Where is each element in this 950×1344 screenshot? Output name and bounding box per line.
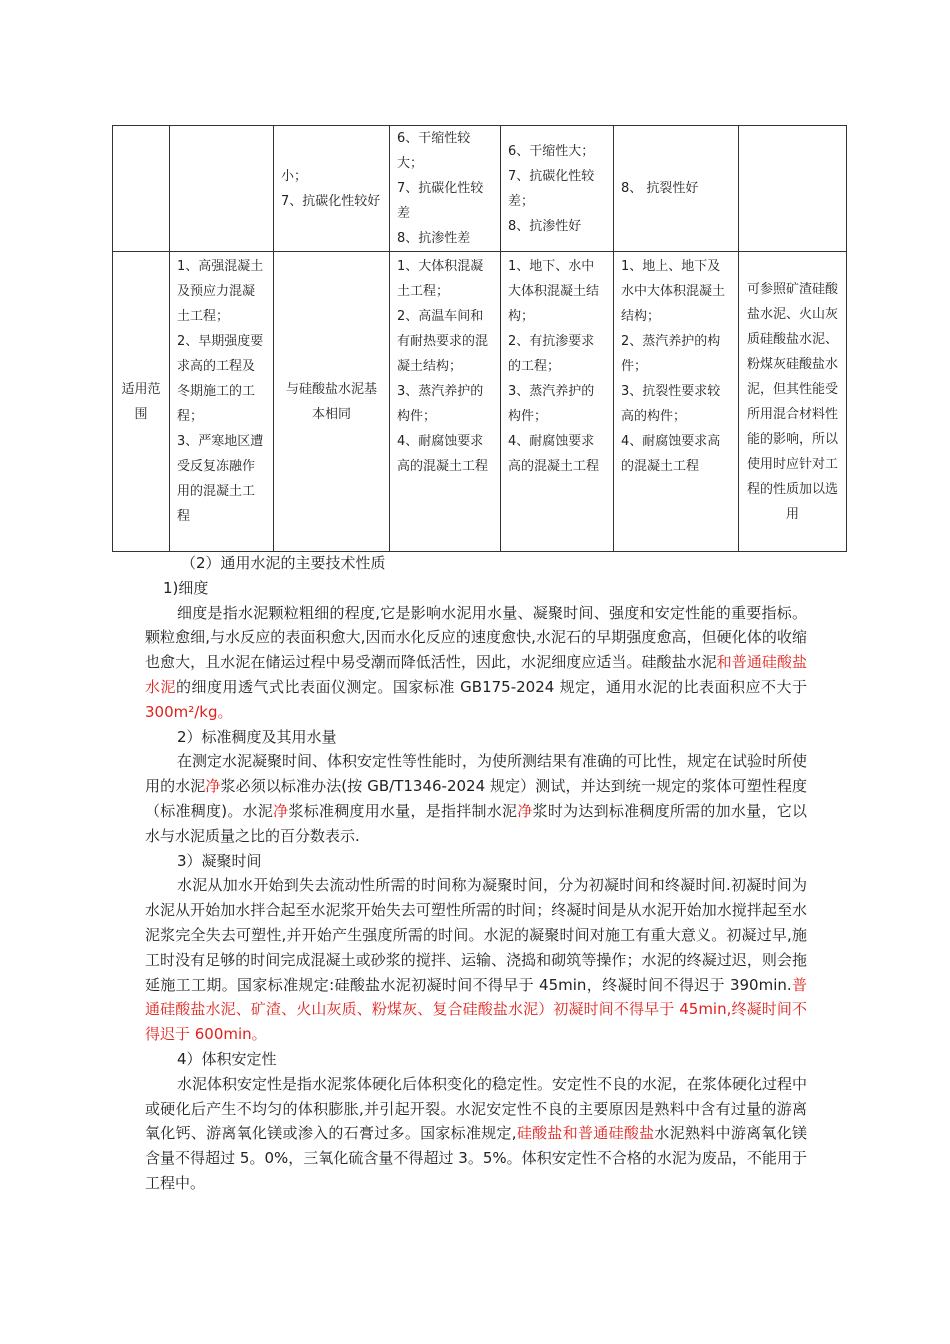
highlight-text: 净	[205, 777, 221, 796]
highlight-text: 普通硅酸盐水泥、矿渣、火山灰质、粉煤灰、复合硅酸盐水泥）初凝时间不得早于 45min,终凝时间不得迟于 600min。	[145, 975, 807, 1044]
table-cell: 8、 抗裂性好	[614, 126, 739, 252]
heading-consistency: 2）标准稠度及其用水量	[177, 727, 337, 746]
text: 浆必须以标准办法(按 GB/T1346-2024 规定）测试，并达到统一规定的浆体可塑性程度（标准稠度)。水泥	[145, 777, 807, 820]
paragraph-soundness	[145, 1072, 807, 1196]
table-cell: 6、干缩性大； 7、抗碳化性较差； 8、抗渗性好	[501, 126, 614, 252]
highlight-text: 300m²/kg。	[145, 702, 233, 721]
table-cell: 1、高强混凝土及预应力混凝土工程； 2、早期强度要求高的工程及冬期施工的工程； 3、严寒地区遭受反复冻融作用的混凝土工程	[170, 252, 274, 552]
text: 在测定水泥凝聚时间、体积安定性等性能时，为使所测结果有准确的可比性，规定在试验时所使用的水泥	[145, 752, 808, 796]
table-cell	[739, 126, 847, 252]
heading-soundness: 4）体积安定性	[177, 1049, 277, 1068]
heading-setting-time: 3）凝聚时间	[177, 851, 262, 870]
text: 水泥熟料中游离氧化镁含量不得超过 5。0%，三氧化硫含量不得超过 3。5%。体积安定性不合格的水泥为废品，不能用于工程中。	[145, 1124, 807, 1192]
table-cell	[113, 126, 170, 252]
text: 的细度用透气式比表面仪测定。国家标准 GB175-2024 规定，通用水泥的比表面积应不大于	[176, 677, 807, 696]
paragraph-consistency	[145, 749, 807, 848]
heading-fineness: 1)细度	[163, 578, 209, 597]
table-row	[113, 126, 847, 252]
cement-properties-table	[112, 125, 847, 552]
table-row-application-scope	[113, 252, 847, 552]
table-cell: 1、大体积混凝土工程； 2、高温车间和有耐热要求的混凝土结构； 3、蒸汽养护的构件； 4、耐腐蚀要求高的混凝土工程	[390, 252, 501, 552]
table-cell: 1、地下、水中大体积混凝土结构； 2、有抗渗要求的工程； 3、蒸汽养护的构件； 4、耐腐蚀要求高的混凝土工程	[501, 252, 614, 552]
table-cell: 可参照矿渣硅酸盐水泥、火山灰质硅酸盐水泥、粉煤灰硅酸盐水泥，但其性能受所用混合材料性能的影响，所以使用时应针对工程的性质加以选用	[739, 252, 847, 552]
table-cell: 1、地上、地下及水中大体积混凝土结构； 2、蒸汽养护的构件； 3、抗裂性要求较高的构件； 4、耐腐蚀要求高的混凝土工程	[614, 252, 739, 552]
highlight-text: 硅酸盐和普通硅酸盐	[516, 1124, 655, 1143]
text: 细度是指水泥颗粒粗细的程度,它是影响水泥用水量、凝聚时间、强度和安定性能的重要指标。颗粒愈细,与水反应的表面积愈大,因而水化反应的速度愈快,水泥石的早期强度愈高，但硬化体的收缩也愈大，且水泥在储运过程中易受潮而降低活性，因此，水泥细度应适当。硅酸盐水泥	[145, 603, 807, 672]
table-cell: 6、干缩性较大； 7、抗碳化性较差 8、抗渗性差	[390, 126, 501, 252]
document-body	[145, 551, 807, 1196]
table-cell	[170, 126, 274, 252]
highlight-text: 净	[517, 801, 533, 820]
table-cell: 小； 7、抗碳化性较好	[274, 126, 390, 252]
text: 浆时为达到标准稠度所需的加水量，它以水与水泥质量之比的百分数表示.	[145, 801, 807, 845]
highlight-text: 净	[273, 801, 289, 820]
text: 浆标准稠度用水量，是指拌制水泥	[288, 801, 518, 820]
text: 水泥从加水开始到失去流动性所需的时间称为凝聚时间，分为初凝时间和终凝时间.初凝时间为水泥从开始加水拌合起至水泥浆开始失去可塑性所需的时间；终凝时间是从水泥开始加水搅拌起至水泥浆完全失去可塑性,并开始产生强度所需的时间。水泥的凝聚时间对施工有重大意义。初凝过早,施工时没有足够的时间完成混凝土或砂浆的搅拌、运输、浇捣和砌筑等操作；水泥的终凝过迟，则会拖延施工工期。国家标准规定:硅酸盐水泥初凝时间不得早于 45min，终凝时间不得迟于 390min.	[145, 876, 807, 994]
highlight-text: 和普通硅酸盐水泥	[145, 653, 807, 696]
section-title: （2）通用水泥的主要技术性质	[181, 554, 386, 572]
table-cell: 与硅酸盐水泥基本相同	[274, 252, 390, 552]
paragraph-fineness	[145, 601, 807, 725]
paragraph-setting-time	[145, 873, 807, 1047]
row-label: 适用范围	[113, 252, 170, 552]
text: 水泥体积安定性是指水泥浆体硬化后体积变化的稳定性。安定性不良的水泥，在浆体硬化过程中或硬化后产生不均匀的体积膨胀,并引起开裂。水泥安定性不良的主要原因是熟料中含有过量的游离氧化钙、游离氧化镁或渗入的石膏过多。国家标准规定,	[145, 1074, 808, 1143]
